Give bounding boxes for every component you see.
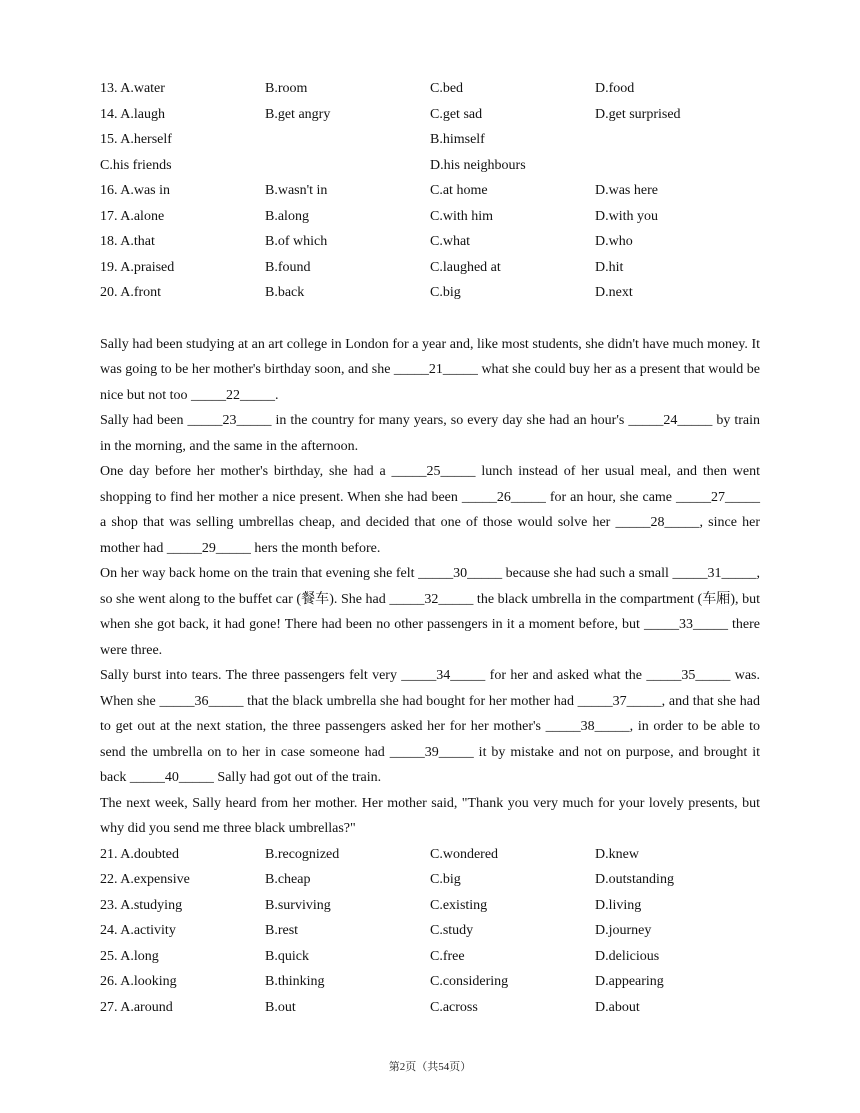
option-a: 22. A.expensive — [100, 872, 190, 887]
option-d: D.food — [595, 81, 635, 96]
option-a: 26. A.looking — [100, 974, 177, 989]
option-c: C.bed — [430, 81, 464, 96]
option-a: 13. A.water — [100, 81, 165, 96]
option-b: B.thinking — [265, 974, 325, 989]
options-block-13-14 — [100, 76, 760, 127]
option-row — [100, 229, 760, 255]
option-c: C.his friends — [100, 157, 172, 173]
passage-paragraph: Sally had been _____23_____ in the country for many years, so every day she had an hour's _____24_____ by train in the morning, and the same in the afternoon. — [100, 413, 760, 454]
option-d: D.was here — [595, 183, 658, 198]
option-c: C.big — [430, 872, 461, 887]
option-a: 27. A.around — [100, 999, 173, 1015]
option-row — [100, 969, 760, 995]
option-b: B.found — [265, 259, 311, 275]
option-row — [100, 204, 760, 230]
option-b: B.surviving — [265, 897, 331, 913]
option-a: 19. A.praised — [100, 259, 175, 275]
option-c: C.free — [430, 948, 465, 964]
option-d: D.appearing — [595, 974, 664, 989]
option-c: C.considering — [430, 974, 509, 989]
option-row — [100, 918, 760, 944]
option-row — [100, 102, 760, 128]
option-b: B.recognized — [265, 846, 340, 862]
option-d: D.next — [595, 285, 633, 300]
option-row — [100, 842, 760, 868]
option-row — [100, 867, 760, 893]
passage-paragraph: One day before her mother's birthday, she had a _____25_____ lunch instead of her usual meal, and then went shopping to find her mother a nice present. When she had been _____26_____ for an hour, she came _____27_____ a shop that was selling umbrellas cheap, and decided that one of those would solve her _____28_____, since her mother had _____29_____ hers the month before. — [100, 464, 760, 556]
option-a: 14. A.laugh — [100, 106, 165, 122]
option-row — [100, 255, 760, 281]
document-page — [100, 76, 760, 1020]
option-b: B.along — [265, 208, 309, 224]
option-row — [100, 153, 760, 179]
option-c: C.laughed at — [430, 259, 501, 275]
option-c: C.wondered — [430, 846, 499, 862]
option-a: 15. A.herself — [100, 132, 172, 147]
option-d: D.get surprised — [595, 106, 681, 122]
option-c: C.at home — [430, 183, 488, 198]
option-a: 18. A.that — [100, 234, 155, 249]
passage-paragraph: Sally had been studying at an art college in London for a year and, like most students, she didn't have much money. It was going to be her mother's birthday soon, and she _____21_____ what she could buy her as a present that would be nice but not too _____22_____. — [100, 336, 760, 403]
option-row — [100, 995, 760, 1021]
option-b: B.back — [265, 285, 305, 300]
option-d: D.about — [595, 999, 640, 1015]
option-c: C.with him — [430, 208, 494, 224]
option-c: C.study — [430, 923, 474, 938]
option-d: D.his neighbours — [430, 157, 526, 173]
option-b: B.rest — [265, 923, 299, 938]
option-d: D.journey — [595, 923, 652, 938]
option-b: B.himself — [430, 132, 485, 147]
option-row — [100, 76, 760, 102]
option-d: D.delicious — [595, 948, 660, 964]
page-number-footer: 第2页（共54页） — [388, 1061, 472, 1073]
option-d: D.living — [595, 897, 642, 913]
option-b: B.get angry — [265, 106, 331, 122]
cloze-passage — [100, 332, 760, 842]
passage-paragraph: Sally burst into tears. The three passengers felt very _____34_____ for her and asked what the _____35_____ was. When she _____36_____ that the black umbrella she had bought for her mother had _____37_____, and that she had to get out at the next station, the three passengers asked her for her mother's _____38_____, in order to be able to send the umbrella on to her in case someone had _____39_____ it by mistake and not on purpose, and brought it back _____40_____ Sally had got out of the train. — [100, 668, 760, 785]
option-a: 24. A.activity — [100, 923, 176, 938]
passage-paragraph: The next week, Sally heard from her mother. Her mother said, "Thank you very much for your lovely presents, but why did you send me three black umbrellas?" — [100, 795, 760, 836]
option-a: 16. A.was in — [100, 183, 170, 198]
option-b: B.of which — [265, 234, 328, 249]
option-d: D.outstanding — [595, 872, 674, 887]
section-gap — [100, 306, 760, 332]
option-d: D.who — [595, 234, 633, 249]
option-c: C.get sad — [430, 106, 483, 122]
option-c: C.existing — [430, 897, 488, 913]
option-row — [100, 893, 760, 919]
option-a: 21. A.doubted — [100, 846, 179, 862]
option-b: B.wasn't in — [265, 183, 328, 198]
option-a: 20. A.front — [100, 285, 162, 300]
options-block-21-27 — [100, 842, 760, 1021]
option-c: C.big — [430, 285, 461, 300]
option-b: B.cheap — [265, 872, 311, 887]
option-row — [100, 944, 760, 970]
option-row — [100, 178, 760, 204]
option-c: C.what — [430, 234, 471, 249]
passage-paragraph: On her way back home on the train that evening she felt _____30_____ because she had such a small _____31_____, so she went along to the buffet car (餐车). She had _____32_____ the black umbrella in the compartment (车厢), but when she got back, it had gone! There had been no other passengers in it a moment before, but _____33_____ there were three. — [100, 566, 760, 658]
option-a: 17. A.alone — [100, 208, 165, 224]
options-block-15 — [100, 127, 760, 178]
option-b: B.room — [265, 81, 308, 96]
option-row — [100, 127, 760, 153]
option-row — [100, 280, 760, 306]
option-d: D.knew — [595, 846, 639, 862]
option-c: C.across — [430, 999, 478, 1015]
option-a: 23. A.studying — [100, 897, 183, 913]
option-b: B.out — [265, 999, 296, 1015]
option-d: D.with you — [595, 208, 658, 224]
options-block-16-20 — [100, 178, 760, 306]
option-a: 25. A.long — [100, 948, 159, 964]
option-b: B.quick — [265, 948, 309, 964]
option-d: D.hit — [595, 259, 624, 275]
